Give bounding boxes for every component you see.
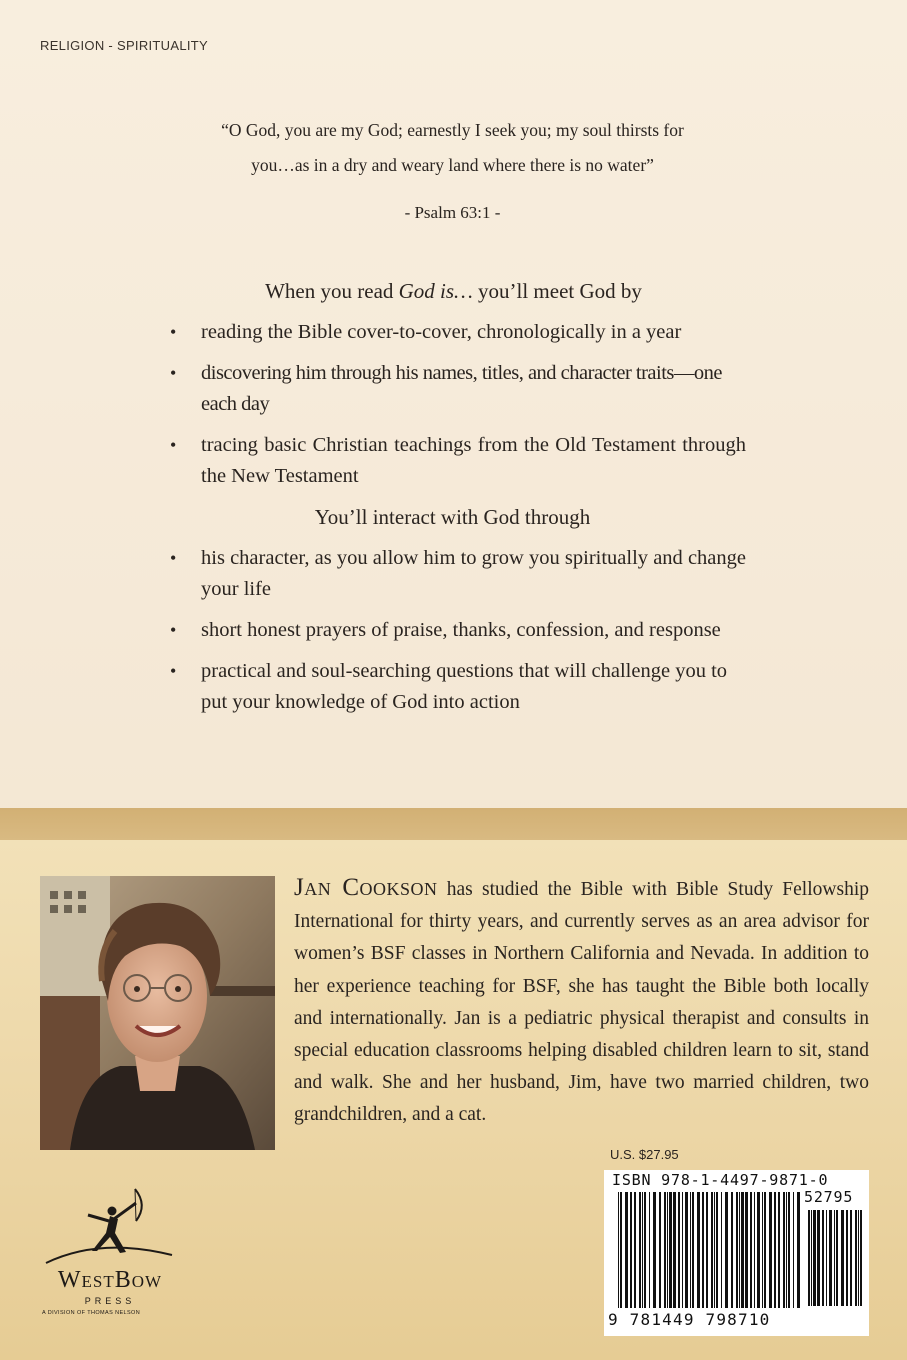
barcode-bar: [808, 1210, 810, 1306]
barcode-bar: [829, 1210, 832, 1306]
list-item: • practical and soul-searching questions that will challenge you to put your knowledge of God into action: [170, 656, 746, 718]
barcode-bar: [786, 1192, 787, 1308]
section2-bullet-list: [170, 543, 746, 728]
author-name: Jan Cookson: [294, 874, 438, 901]
barcode-bar: [653, 1192, 656, 1308]
epigraph-line-1: “O God, you are my God; earnestly I seek you; my soul thirsts for: [221, 120, 684, 140]
bullet-icon: •: [170, 322, 177, 342]
barcode-bar: [757, 1192, 760, 1308]
barcode-bar: [783, 1192, 785, 1308]
barcode-bar: [697, 1192, 700, 1308]
section2-intro: You’ll interact with God through: [314, 505, 591, 529]
barcode-bar: [754, 1192, 755, 1308]
barcode-bar: [731, 1192, 733, 1308]
barcode-bar: [813, 1210, 816, 1306]
barcode-bar: [634, 1192, 636, 1308]
barcode-bar: [797, 1192, 800, 1308]
barcode-bar: [664, 1192, 666, 1308]
section1-intro-pre: When you read: [265, 279, 399, 303]
barcode-bar: [716, 1192, 718, 1308]
section1-intro-post: you’ll meet God by: [472, 279, 642, 303]
barcode-bar: [714, 1192, 715, 1308]
publisher-logo: [40, 1185, 180, 1340]
barcode-bar: [817, 1210, 820, 1306]
barcode-bar: [855, 1210, 857, 1306]
bullet-icon: •: [170, 435, 177, 455]
barcode-bar: [778, 1192, 780, 1308]
barcode-bar: [625, 1192, 628, 1308]
epigraph-reference: - Psalm 63:1 -: [404, 203, 501, 222]
barcode-bar: [649, 1192, 650, 1308]
category-label: RELIGION - SPIRITUALITY: [40, 38, 208, 53]
barcode-bar: [725, 1192, 728, 1308]
barcode-bar: [774, 1192, 776, 1308]
barcode-bar: [850, 1210, 852, 1306]
barcode-bar: [736, 1192, 738, 1308]
barcode-bar: [834, 1210, 835, 1306]
epigraph-line-2: you…as in a dry and weary land where there is no water”: [251, 155, 654, 175]
barcode-bar: [811, 1210, 812, 1306]
section1-intro-title: God is…: [398, 279, 473, 303]
barcode-bar: [762, 1192, 763, 1308]
bullet-icon: •: [170, 661, 177, 681]
bullet-icon: •: [170, 620, 177, 640]
barcode-bar: [836, 1210, 838, 1306]
barcode-bar: [620, 1192, 622, 1308]
list-item: • tracing basic Christian teachings from the Old Testament through the New Testament: [170, 430, 746, 492]
barcode-bar: [682, 1192, 683, 1308]
barcode-bar: [630, 1192, 632, 1308]
author-portrait-image: [40, 876, 275, 1150]
barcode-bar: [826, 1210, 827, 1306]
price-code-text: 52795: [804, 1188, 854, 1206]
author-bio-text: has studied the Bible with Bible Study Fellowship International for thirty years, and currently serves as an area advisor for women’s BSF classes in Northern California and Nevada. In addition to her experience teaching for BSF, she has taught the Bible both locally and internationally. Jan is a pediatric physical therapist and consults in special education classrooms helping disabled children learn to sit, stand and walk. She and her husband, Jim, have two married children, two grandchildren, and a cat.: [294, 879, 869, 1126]
barcode-bar: [669, 1192, 672, 1308]
barcode-bar: [659, 1192, 661, 1308]
barcode-bar: [685, 1192, 688, 1308]
bullet-icon: •: [170, 363, 177, 383]
isbn-text: ISBN 978-1-4497-9871-0: [612, 1171, 829, 1189]
divider-band: [0, 808, 907, 840]
list-item: • his character, as you allow him to grow you spiritually and change your life: [170, 543, 746, 605]
archer-icon: [40, 1185, 180, 1270]
list-item: • discovering him through his names, titles, and character traits—one each day: [170, 358, 746, 420]
barcode-bar: [841, 1210, 844, 1306]
barcode-bar: [673, 1192, 676, 1308]
barcode-bar: [667, 1192, 668, 1308]
bullet-icon: •: [170, 548, 177, 568]
publisher-name: WestBow: [57, 1267, 163, 1293]
price-label: U.S. $27.95: [610, 1147, 679, 1162]
list-item: • reading the Bible cover-to-cover, chronologically in a year: [170, 317, 746, 348]
barcode-bar: [644, 1192, 646, 1308]
barcode-bar: [788, 1192, 790, 1308]
barcode-bar: [692, 1192, 694, 1308]
barcode-bar: [639, 1192, 641, 1308]
barcode-bar: [745, 1192, 748, 1308]
barcode-bar: [846, 1210, 848, 1306]
barcode-bar: [618, 1192, 619, 1308]
author-bio: [294, 872, 869, 1132]
barcode-bar: [642, 1192, 643, 1308]
ean-digits: 9 781449 798710: [608, 1310, 771, 1329]
barcode-bar: [793, 1192, 794, 1308]
barcode-bar: [678, 1192, 680, 1308]
barcode-bar: [822, 1210, 824, 1306]
list-item: • short honest prayers of praise, thanks, confession, and response: [170, 615, 746, 646]
barcode-bar: [706, 1192, 708, 1308]
section1-bullet-list: [170, 317, 746, 502]
barcode-bar: [764, 1192, 766, 1308]
barcode-bar: [860, 1210, 862, 1306]
publisher-press: PRESS: [84, 1296, 136, 1306]
barcode-bar: [769, 1192, 772, 1308]
barcode-bar: [739, 1192, 740, 1308]
barcode-bar: [858, 1210, 859, 1306]
author-photo: [40, 876, 275, 1150]
section1-intro: [0, 276, 907, 307]
barcode: [604, 1170, 869, 1336]
barcode-bar: [750, 1192, 752, 1308]
barcode-bar: [702, 1192, 704, 1308]
barcode-bar: [711, 1192, 713, 1308]
barcode-bar: [741, 1192, 744, 1308]
publisher-division: A DIVISION OF THOMAS NELSON: [42, 1310, 141, 1316]
barcode-bar: [721, 1192, 722, 1308]
epigraph-quote: [150, 113, 755, 183]
barcode-bar: [690, 1192, 691, 1308]
